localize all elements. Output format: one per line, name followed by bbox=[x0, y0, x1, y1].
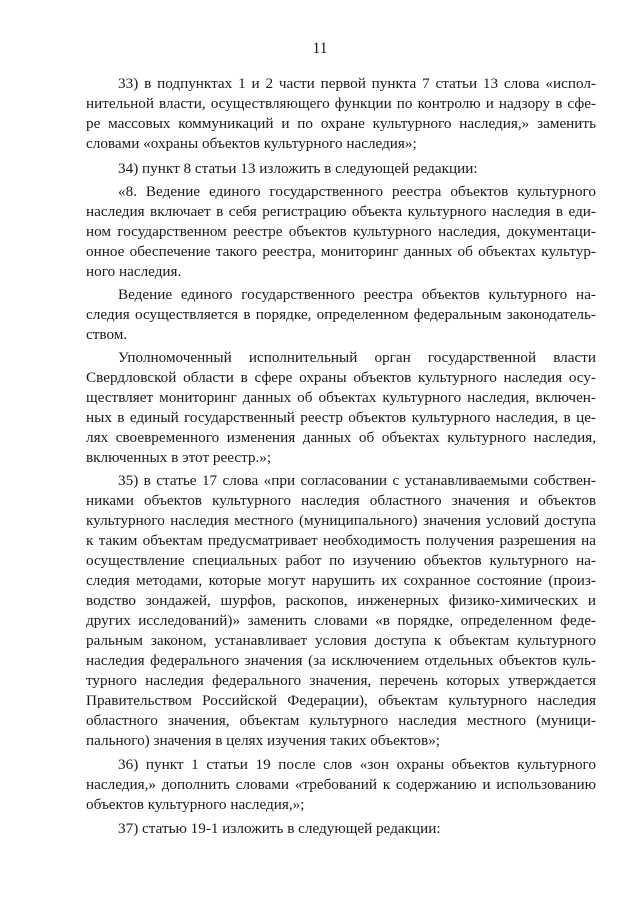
paragraph-8-line-1: «8. Ведение единого государственного реестра объектов культурного bbox=[118, 183, 596, 200]
paragraph-35-line-12: Правительством Российской Федерации), объектам культурного наследия bbox=[86, 692, 596, 709]
paragraph-registry-line-2: следия осуществляется в порядке, определенном федеральным законодатель- bbox=[86, 306, 596, 323]
paragraph-35-line-5: осуществление специальных работ по изучению объектов культурного на- bbox=[86, 552, 596, 569]
paragraph-35-line-10: наследия федерального значения (за исключением отдельных объектов куль- bbox=[86, 652, 596, 669]
paragraph-35-line-7: водство зондажей, шурфов, раскопов, инженерных физико-химических и bbox=[86, 592, 596, 609]
paragraph-authority-line-2: Свердловской области в сфере охраны объектов культурного наследия осу- bbox=[86, 369, 596, 386]
paragraph-35-line-9: ральным законом, устанавливает условия доступа к объектам культурного bbox=[86, 632, 596, 649]
paragraph-33-line-1: 33) в подпунктах 1 и 2 части первой пункта 7 статьи 13 слова «испол- bbox=[118, 75, 596, 92]
paragraph-36-line-2: наследия,» дополнить словами «требований к содержанию и использованию bbox=[86, 776, 596, 793]
paragraph-36-line-3: объектов культурного наследия,»; bbox=[86, 796, 305, 813]
paragraph-registry-line-3: ством. bbox=[86, 326, 128, 343]
paragraph-35-line-8: других исследований)» заменить словами «в порядке, определенном феде- bbox=[86, 612, 596, 629]
paragraph-35-line-4: к таким объектам предусматривает необходимость получения разрешения на bbox=[86, 532, 596, 549]
paragraph-8-line-3: ном государственном реестре объектов культурного наследия, документаци- bbox=[86, 223, 596, 240]
paragraph-8-line-2: наследия включает в себя регистрацию объекта культурного наследия в еди- bbox=[86, 203, 596, 220]
paragraph-35-line-3: культурного наследия местного (муниципального) значения условий доступа bbox=[86, 512, 596, 529]
paragraph-33-line-2: нительной власти, осуществляющего функции по контролю и надзору в сфе- bbox=[86, 95, 596, 112]
paragraph-35-line-11: турного наследия федерального значения, перечень которых утверждается bbox=[86, 672, 596, 689]
paragraph-35-line-2: никами объектов культурного наследия областного значения и объектов bbox=[86, 492, 596, 509]
paragraph-authority-line-3: ществляет мониторинг данных об объектах культурного наследия, включен- bbox=[86, 389, 596, 406]
paragraph-35-line-14: пального) значения в целях изучения таких объектов»; bbox=[86, 732, 441, 749]
paragraph-37-line-1: 37) статью 19-1 изложить в следующей редакции: bbox=[118, 820, 441, 837]
paragraph-33-line-3: ре массовых коммуникаций и по охране культурного наследия,» заменить bbox=[86, 115, 596, 132]
paragraph-33-line-4: словами «охраны объектов культурного наследия»; bbox=[86, 135, 417, 152]
paragraph-authority-line-4: ных в единый государственный реестр объектов культурного наследия, в це- bbox=[86, 409, 596, 426]
paragraph-35-line-6: следия методами, которые могут нарушить их сохранное состояние (произ- bbox=[86, 572, 596, 589]
paragraph-35-line-1: 35) в статье 17 слова «при согласовании с устанавливаемыми собствен- bbox=[118, 472, 596, 489]
paragraph-36-line-1: 36) пункт 1 статьи 19 после слов «зон охраны объектов культурного bbox=[118, 756, 596, 773]
paragraph-authority-line-5: лях своевременного изменения данных об объектах культурного наследия, bbox=[86, 429, 596, 446]
paragraph-8-line-4: онное обеспечение такого реестра, мониторинг данных об объектах культур- bbox=[86, 243, 596, 260]
paragraph-34-line-1: 34) пункт 8 статьи 13 изложить в следующей редакции: bbox=[118, 160, 478, 177]
page-number: 11 bbox=[312, 40, 328, 57]
paragraph-35-line-13: областного значения, объектам культурного наследия местного (муници- bbox=[86, 712, 596, 729]
paragraph-authority-line-1: Уполномоченный исполнительный орган государственной власти bbox=[118, 349, 596, 366]
paragraph-8-line-5: ного наследия. bbox=[86, 263, 182, 280]
paragraph-registry-line-1: Ведение единого государственного реестра объектов культурного на- bbox=[118, 286, 596, 303]
paragraph-authority-line-6: включенных в этот реестр.»; bbox=[86, 449, 272, 466]
